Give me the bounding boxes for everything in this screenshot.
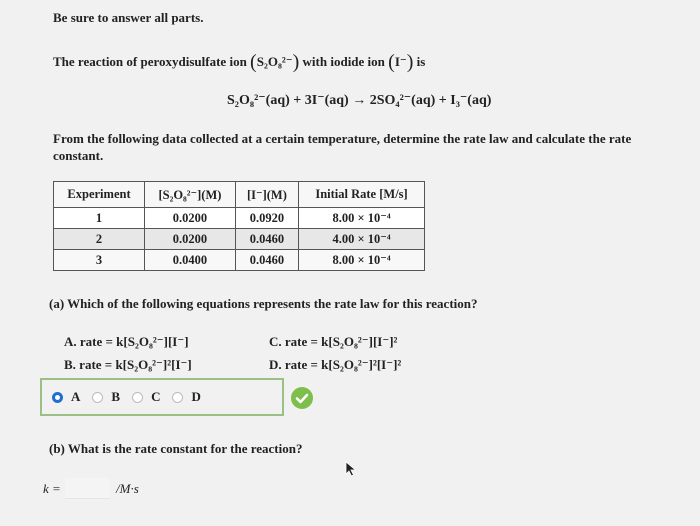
part-b-question: (b) What is the rate constant for the reaction? <box>49 441 303 456</box>
table-row <box>54 229 425 250</box>
table-cell: 0.0460 <box>235 250 298 271</box>
table-header: Initial Rate [M/s] <box>299 182 425 208</box>
choice-a-label: A <box>71 389 81 404</box>
table-row <box>54 250 425 271</box>
correct-check-icon <box>291 387 313 409</box>
instruction-text: Be sure to answer all parts. <box>53 10 204 25</box>
iodide-formula: I⁻ <box>394 54 407 69</box>
choice-a[interactable] <box>52 389 80 405</box>
table-cell: 8.00 × 10⁻⁴ <box>299 250 425 271</box>
peroxydisulfate-formula: S₂O₈²⁻ <box>256 54 293 69</box>
option-c-equation: C. rate = k[S₂O₈²⁻][I⁻]² <box>269 334 398 349</box>
radio-c[interactable] <box>132 392 143 403</box>
choice-b[interactable] <box>92 389 120 405</box>
choice-c[interactable] <box>132 389 160 405</box>
radio-b[interactable] <box>92 392 103 403</box>
table-cell: 0.0400 <box>145 250 236 271</box>
rate-constant-input[interactable] <box>65 478 110 499</box>
radio-a[interactable] <box>52 392 63 403</box>
table-header-row <box>54 182 425 208</box>
table-cell: 1 <box>54 208 145 229</box>
table-header: [I⁻](M) <box>235 182 298 208</box>
table-cell: 0.0200 <box>145 208 236 229</box>
table-header: Experiment <box>54 182 145 208</box>
reaction-equation: S₂O₈²⁻(aq) + 3I⁻(aq) → 2SO₄²⁻(aq) + I₃⁻(aq) <box>227 93 492 108</box>
table-cell: 3 <box>54 250 145 271</box>
table-cell: 0.0200 <box>145 229 236 250</box>
intro-text-after: is <box>416 54 426 69</box>
table-row <box>54 208 425 229</box>
choice-b-label: B <box>111 389 121 404</box>
question-text: From the following data collected at a certain temperature, determine the rate law and calculate the rate constant. <box>53 131 632 163</box>
table-cell: 8.00 × 10⁻⁴ <box>299 208 425 229</box>
intro-text-before: The reaction of peroxydisulfate ion <box>53 54 247 69</box>
k-label: k = <box>43 481 61 496</box>
mouse-pointer-icon <box>345 461 357 477</box>
intro-sentence: The reaction of peroxydisulfate ion (S₂O₈²⁻) with iodide ion (I⁻) is <box>53 51 426 73</box>
option-b-equation: B. rate = k[S₂O₈²⁻]²[I⁻] <box>64 357 192 372</box>
table-cell: 0.0460 <box>235 229 298 250</box>
table-cell: 0.0920 <box>235 208 298 229</box>
option-d-equation: D. rate = k[S₂O₈²⁻]²[I⁻]² <box>269 357 402 372</box>
table-cell: 2 <box>54 229 145 250</box>
choice-c-label: C <box>151 389 161 404</box>
choice-d[interactable] <box>172 389 200 405</box>
intro-text-middle: with iodide ion <box>302 54 385 69</box>
table-header: [S₂O₈²⁻](M) <box>145 182 236 208</box>
choice-d-label: D <box>191 389 201 404</box>
table-cell: 4.00 × 10⁻⁴ <box>299 229 425 250</box>
answer-choices <box>40 378 284 416</box>
radio-d[interactable] <box>172 392 183 403</box>
option-a-equation: A. rate = k[S₂O₈²⁻][I⁻] <box>64 334 189 349</box>
k-units: /M·s <box>116 481 139 496</box>
part-a-question: (a) Which of the following equations represents the rate law for this reaction? <box>49 296 478 311</box>
data-table <box>53 181 425 271</box>
